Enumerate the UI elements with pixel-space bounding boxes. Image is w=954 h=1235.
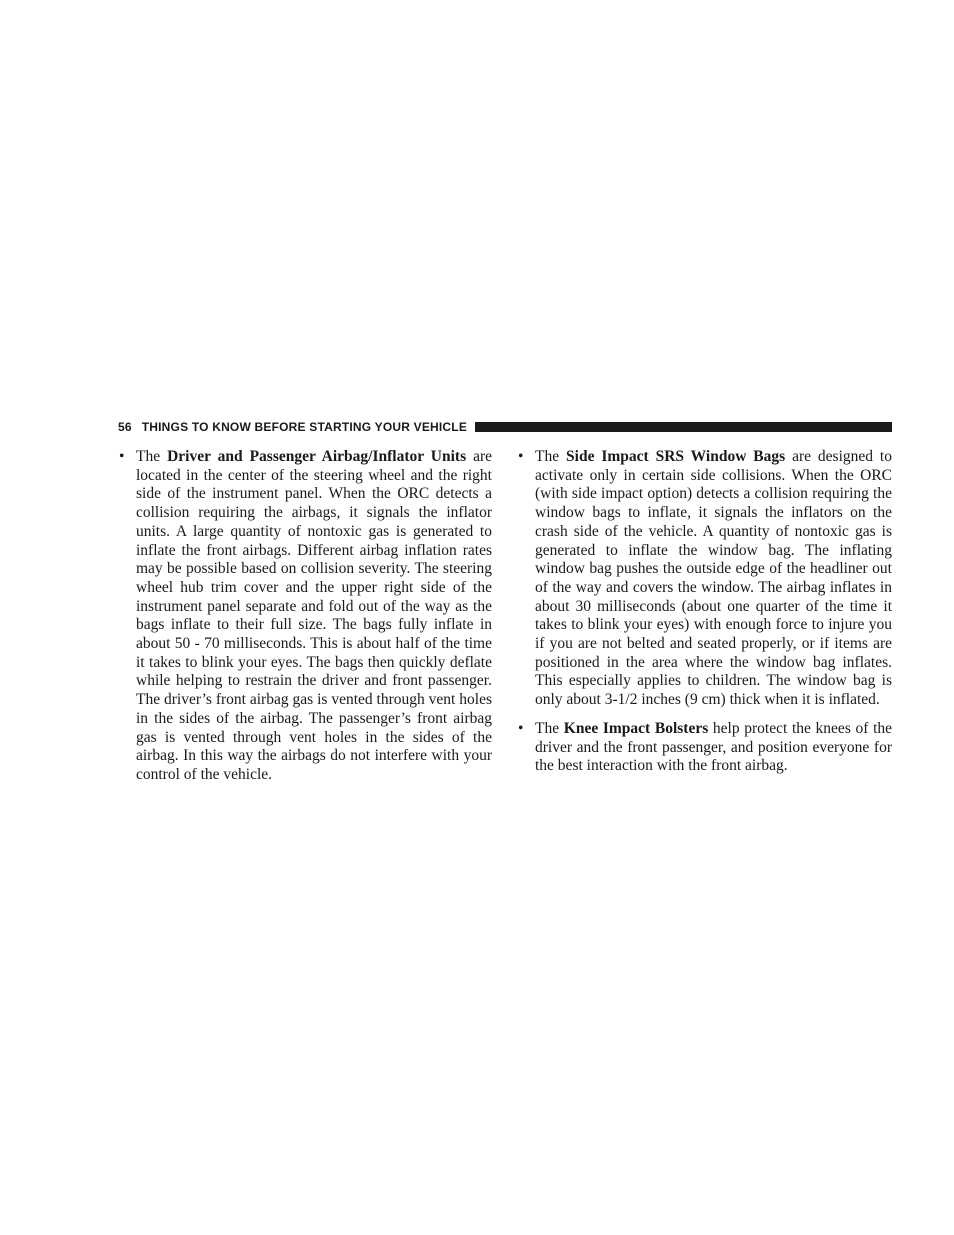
header-rule (475, 422, 892, 432)
bullet-icon: • (518, 719, 524, 737)
bullet-icon: • (518, 448, 524, 465)
bullet-body: are designed to activate only in certain side collisions. When the ORC (with side impact option) detects a collision requiring the window bags to inflate, it signals the inflators on the crash side of the vehicle. A quantity of nontoxic gas is generated to inflate the window bag. The inflating window bag pushes the outside edge of the headliner out of the way and covers the window. The airbag inflates in about 30 milliseconds (about one quarter of the time it takes to blink your eyes) with enough force to injure you if you are not belted and seated properly, or if items are positioned in the area where the window bag inflates. This especially applies to children. The window bag is only about 3-1/2 inches (9 cm) thick when it is inflated. (535, 448, 892, 709)
bullet-lead: The (535, 448, 567, 465)
bullet-text (535, 448, 892, 710)
bullet-text (136, 448, 492, 785)
left-column (118, 448, 492, 795)
bullet-text (535, 720, 892, 776)
page-number: 56 (118, 420, 132, 434)
bullet-item-knee-impact-bolsters (517, 720, 892, 776)
page-header (118, 419, 892, 435)
bullet-item-side-impact-window-bags (517, 448, 892, 710)
bullet-term: Side Impact SRS Window Bags (566, 448, 786, 465)
bullet-term: Driver and Passenger Airbag/Inflator Units (167, 448, 467, 465)
bullet-item-airbag-inflator-units (118, 448, 492, 785)
section-title: THINGS TO KNOW BEFORE STARTING YOUR VEHICLE (141, 420, 468, 434)
bullet-lead: The (535, 719, 564, 737)
bullet-body: are located in the center of the steering wheel and the right side of the instrument panel. When the ORC detects a collision requiring the airbags, it signals the inflator units. A large quantity of nontoxic gas is generated to inflate the front airbags. Different airbag inflation rates may be possible based on collision severity. The steering wheel hub trim cover and the upper right side of the instrument panel separate and fold out of the way as the bags inflate to their full size. The bags fully inflate in about 50 - 70 milliseconds. This is about half of the time it takes to blink your eyes. The bags then quickly deflate while helping to restrain the driver and front passenger. The driver’s front airbag gas is vented through vent holes in the sides of the airbag. The passenger’s front airbag gas is vented through vent holes in the sides of the airbag. In this way the airbags do not interfere with your control of the vehicle. (136, 448, 492, 783)
bullet-icon: • (119, 448, 125, 465)
right-column (517, 448, 892, 786)
bullet-lead: The (136, 448, 168, 465)
bullet-term: Knee Impact Bolsters (563, 719, 709, 737)
bullet-body: help protect the knees of the driver and the front passenger, and position everyone for the best interaction with the front airbag. (535, 719, 893, 775)
